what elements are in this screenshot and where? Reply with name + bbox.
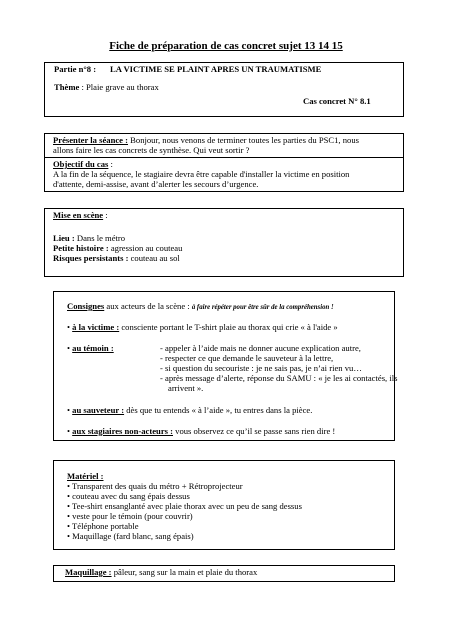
risques-label: Risques persistants : — [53, 253, 129, 263]
partie-label: Partie n°8 : — [54, 64, 97, 74]
mise-en-scene-colon: : — [103, 210, 108, 220]
maquillage-line — [65, 567, 257, 578]
page-title: Fiche de préparation de cas concret sujet 13 14 15 — [109, 40, 343, 52]
risques-value: couteau au sol — [128, 253, 180, 263]
theme-label: Thème — [54, 82, 80, 92]
temoin-line-5: arrivent ». — [168, 383, 204, 393]
presentation-line-1 — [53, 135, 359, 146]
materiel-label: Matériel : — [67, 471, 104, 481]
victime-label: à la victime : — [72, 322, 120, 332]
histoire-line — [53, 243, 182, 254]
risques-line — [53, 253, 180, 264]
partie-heading: LA VICTIME SE PLAINT APRES UN TRAUMATISME — [110, 64, 322, 74]
materiel-item: • Téléphone portable — [67, 521, 139, 531]
lieu-line — [53, 233, 125, 244]
consignes-label: Consignes — [67, 301, 105, 311]
sauveteur-label: au sauveteur : — [72, 405, 125, 415]
mise-en-scene-label: Mise en scène — [53, 210, 104, 220]
consigne-victime — [67, 322, 338, 333]
objectif-heading — [53, 159, 113, 170]
temoin-line-2: - respecter ce que demande le sauveteur à la lettre, — [160, 353, 334, 363]
temoin-label: au témoin : — [72, 343, 114, 353]
bullet: • — [67, 343, 71, 353]
materiel-item: • couteau avec du sang épais dessus — [67, 491, 190, 501]
theme-value: : Plaie grave au thorax — [79, 82, 159, 92]
lieu-label: Lieu : — [53, 233, 75, 243]
presentation-text-1: Bonjour, nous venons de terminer toutes les parties du PSC1, nous — [128, 135, 359, 145]
histoire-label: Petite histoire : — [53, 243, 109, 253]
bullet: • — [67, 322, 71, 332]
maquillage-value: pâleur, sang sur la main et plaie du thorax — [111, 567, 258, 577]
bullet: • — [67, 405, 71, 415]
objectif-label: Objectif du cas — [53, 159, 109, 169]
objectif-colon: : — [108, 159, 113, 169]
lieu-value: Dans le métro — [74, 233, 126, 243]
materiel-item: • Transparent des quais du métro + Rétroprojecteur — [67, 481, 243, 491]
stagiaires-value: vous observez ce qu’il se passe sans rien dire ! — [173, 426, 336, 436]
bullet: • — [67, 426, 71, 436]
consigne-temoin — [67, 343, 114, 354]
presentation-line-2: allons faire les cas concrets de synthèse. Qui veut sortir ? — [53, 145, 250, 155]
case-number: Cas concret N° 8.1 — [303, 96, 371, 106]
theme-line — [54, 82, 159, 93]
materiel-item: • veste pour le témoin (pour couvrir) — [67, 511, 193, 521]
consignes-intro: aux acteurs de la scène : — [104, 301, 192, 311]
temoin-line-1: - appeler à l’aide mais ne donner aucune explication autre, — [160, 343, 361, 353]
section-divider — [44, 157, 404, 158]
histoire-value: agression au couteau — [108, 243, 183, 253]
temoin-line-4: - après message d’alerte, réponse du SAMU : « je les ai contactés, ils — [160, 373, 398, 383]
victime-value: consciente portant le T-shirt plaie au thorax qui crie « à l'aide » — [119, 322, 338, 332]
sauveteur-value: dès que tu entends « à l’aide », tu entres dans la pièce. — [124, 405, 313, 415]
materiel-item: • Maquillage (fard blanc, sang épais) — [67, 531, 194, 541]
objectif-line-2: d'attente, demi-assise, avant d’alerter les secours d’urgence. — [53, 179, 259, 189]
temoin-line-3: - si question du secouriste : je ne sais pas, je n’ai rien vu… — [160, 363, 362, 373]
consigne-sauveteur — [67, 405, 312, 416]
consignes-heading — [67, 301, 334, 314]
consignes-note: à faire répéter pour être sûr de la compréhension ! — [191, 304, 334, 311]
consigne-stagiaires — [67, 426, 335, 437]
stagiaires-label: aux stagiaires non-acteurs : — [72, 426, 173, 436]
mise-en-scene-heading — [53, 210, 108, 221]
objectif-line-1: A la fin de la séquence, le stagiaire devra être capable d'installer la victime en position — [53, 169, 350, 179]
presentation-label: Présenter la séance : — [53, 135, 129, 145]
materiel-item: • Tee-shirt ensanglanté avec plaie thorax avec un peu de sang dessus — [67, 501, 302, 511]
maquillage-label: Maquillage : — [65, 567, 112, 577]
